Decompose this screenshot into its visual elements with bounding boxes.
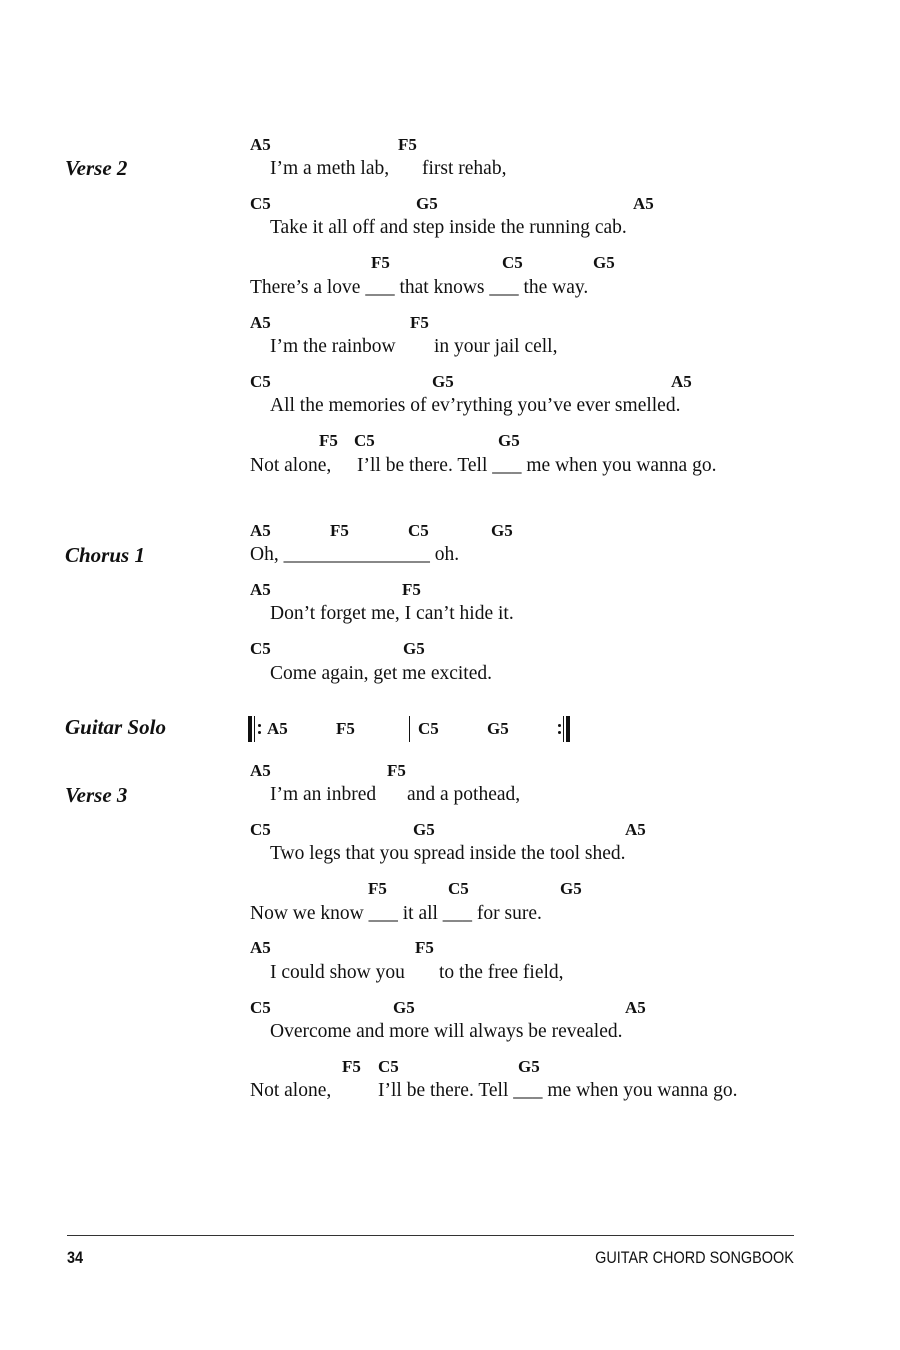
chord: C5 (408, 521, 429, 540)
chord: F5 (319, 431, 338, 450)
chord: G5 (403, 639, 425, 658)
lyric-line: Now we know ___ it all ___ for sure. (250, 903, 542, 924)
chord: A5 (250, 135, 271, 154)
chord: A5 (250, 580, 271, 599)
chord: G5 (593, 253, 615, 272)
lyric-line: I’m the rainbow (270, 336, 396, 357)
chord: G5 (560, 879, 582, 898)
chord: C5 (448, 879, 469, 898)
repeat-end-dot (558, 731, 561, 734)
chord: A5 (625, 998, 646, 1017)
chord: C5 (418, 719, 439, 738)
lyric-line: I’m a meth lab, (270, 158, 390, 179)
lyric-line: All the memories of ev’rything you’ve ever smelled. (270, 395, 681, 416)
lyric-line: I’m an inbred (270, 784, 377, 805)
chord: F5 (410, 313, 429, 332)
repeat-start-thin-bar (254, 716, 255, 742)
lyric-line: and a pothead, (407, 784, 521, 805)
repeat-start-thick-bar (248, 716, 252, 742)
lyric-line: in your jail cell, (434, 336, 558, 357)
chord: G5 (518, 1057, 540, 1076)
repeat-end-dot (558, 724, 561, 727)
section-label-guitar-solo: Guitar Solo (65, 715, 166, 739)
repeat-end-thick-bar (566, 716, 570, 742)
chord: F5 (368, 879, 387, 898)
repeat-start-dot (258, 731, 261, 734)
lyric-line: Come again, get me excited. (270, 663, 493, 684)
chord: G5 (487, 719, 509, 738)
page-number: 34 (67, 1248, 84, 1267)
chord: F5 (371, 253, 390, 272)
section-label-verse-2: Verse 2 (65, 156, 128, 180)
chord: C5 (250, 639, 271, 658)
chord: F5 (387, 761, 406, 780)
chord: F5 (342, 1057, 361, 1076)
chord: F5 (398, 135, 417, 154)
lyric-line: Not alone, (250, 455, 332, 476)
chord: C5 (354, 431, 375, 450)
lyric-line: I could show you (270, 962, 405, 983)
lyric-line: I’ll be there. Tell ___ me when you wanna go. (378, 1080, 738, 1101)
lyric-line: to the free field, (439, 962, 564, 983)
repeat-end-thin-bar (563, 716, 564, 742)
lyric-line: I’ll be there. Tell ___ me when you wanna go. (357, 455, 717, 476)
section-label-verse-3: Verse 3 (65, 783, 128, 807)
chord: C5 (378, 1057, 399, 1076)
chord: C5 (250, 372, 271, 391)
chord: A5 (250, 938, 271, 957)
measure-bar (409, 716, 410, 742)
lyric-line: Overcome and more will always be revealed. (270, 1021, 623, 1042)
chord: C5 (250, 820, 271, 839)
chord: A5 (250, 521, 271, 540)
chord: A5 (671, 372, 692, 391)
section-label-chorus-1: Chorus 1 (65, 543, 145, 567)
chord: C5 (250, 194, 271, 213)
chord: F5 (415, 938, 434, 957)
lyric-line: There’s a love ___ that knows ___ the way. (250, 277, 589, 298)
lyric-line: Don’t forget me, I can’t hide it. (270, 603, 514, 624)
chord: G5 (432, 372, 454, 391)
chord: C5 (250, 998, 271, 1017)
chord: A5 (250, 313, 271, 332)
chord: G5 (491, 521, 513, 540)
lyric-line: Take it all off and step inside the running cab. (270, 217, 627, 238)
chord: F5 (402, 580, 421, 599)
chord: F5 (336, 719, 355, 738)
chord: G5 (393, 998, 415, 1017)
chord: G5 (498, 431, 520, 450)
lyric-line: Not alone, (250, 1080, 332, 1101)
lyric-line: first rehab, (422, 158, 507, 179)
book-title: GUITAR CHORD SONGBOOK (595, 1248, 794, 1267)
lyric-line: Two legs that you spread inside the tool shed. (270, 843, 626, 864)
lyric-line: Oh, _______________ oh. (250, 544, 460, 565)
footer-rule (67, 1235, 794, 1236)
chord: G5 (413, 820, 435, 839)
repeat-start-dot (258, 724, 261, 727)
chord: A5 (625, 820, 646, 839)
chord: A5 (267, 719, 288, 738)
chord: A5 (633, 194, 654, 213)
chord: G5 (416, 194, 438, 213)
chord: F5 (330, 521, 349, 540)
chord: C5 (502, 253, 523, 272)
chord: A5 (250, 761, 271, 780)
